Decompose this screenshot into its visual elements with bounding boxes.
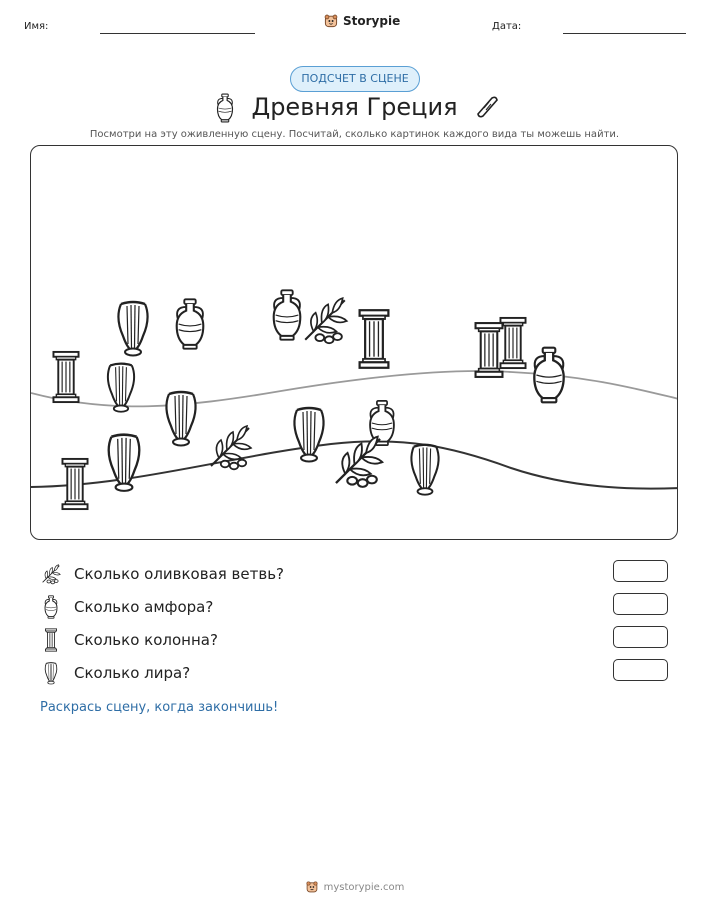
- column-icon: [40, 629, 62, 651]
- date-field[interactable]: [563, 33, 686, 34]
- name-field[interactable]: [100, 33, 255, 34]
- question-column: [40, 628, 218, 652]
- date-label: Дата:: [492, 21, 522, 32]
- question-text: Сколько колонна?: [74, 631, 218, 649]
- column-icon: [360, 310, 389, 368]
- brand-name: Storypie: [343, 14, 401, 28]
- column-icon: [53, 352, 78, 402]
- column-icon: [476, 323, 503, 377]
- question-text: Сколько лира?: [74, 664, 191, 682]
- lyre-icon: [40, 662, 62, 684]
- page-title: Древняя Греция: [251, 93, 458, 121]
- activity-badge: ПОДСЧЕТ В СЦЕНЕ: [290, 66, 420, 92]
- answer-box-column[interactable]: [613, 626, 668, 648]
- question-amphora: [40, 595, 213, 619]
- lyre-icon: [294, 408, 323, 462]
- column-icon: [500, 318, 525, 368]
- scroll-icon: [472, 90, 502, 124]
- lyre-icon: [108, 364, 134, 412]
- lyre-icon: [166, 392, 195, 446]
- amphora-icon: [40, 596, 62, 618]
- olive-branch-icon: [40, 563, 62, 585]
- question-lyre: [40, 661, 190, 685]
- olive-branch-icon: [336, 437, 382, 487]
- question-text: Сколько амфора?: [74, 598, 214, 616]
- storypie-mascot-icon: [305, 880, 319, 894]
- amphora-icon: [534, 348, 563, 403]
- footer: [0, 880, 709, 894]
- olive-branch-icon: [305, 298, 347, 343]
- storypie-mascot-icon: [323, 13, 339, 29]
- lyre-icon: [411, 445, 438, 495]
- instructions-text: Посмотри на эту оживленную сцену. Посчитай, сколько картинок каждого вида ты можешь найти.: [89, 129, 620, 140]
- lyre-icon: [109, 435, 140, 491]
- question-text: Сколько оливковая ветвь?: [74, 565, 285, 583]
- answer-box-olive-branch[interactable]: [613, 560, 668, 582]
- counting-scene: [30, 145, 678, 540]
- answer-box-amphora[interactable]: [613, 593, 668, 615]
- brand-logo: [323, 13, 400, 29]
- footer-url: mystorypie.com: [323, 881, 405, 893]
- amphora-icon: [177, 299, 204, 348]
- coloring-instruction: Раскрась сцену, когда закончишь!: [40, 700, 279, 715]
- question-olive-branch: [40, 562, 284, 586]
- scene-illustration: [31, 146, 678, 540]
- name-label: Имя:: [24, 21, 49, 32]
- answer-box-lyre[interactable]: [613, 659, 668, 681]
- amphora-icon: [274, 290, 301, 339]
- lyre-icon: [118, 302, 147, 356]
